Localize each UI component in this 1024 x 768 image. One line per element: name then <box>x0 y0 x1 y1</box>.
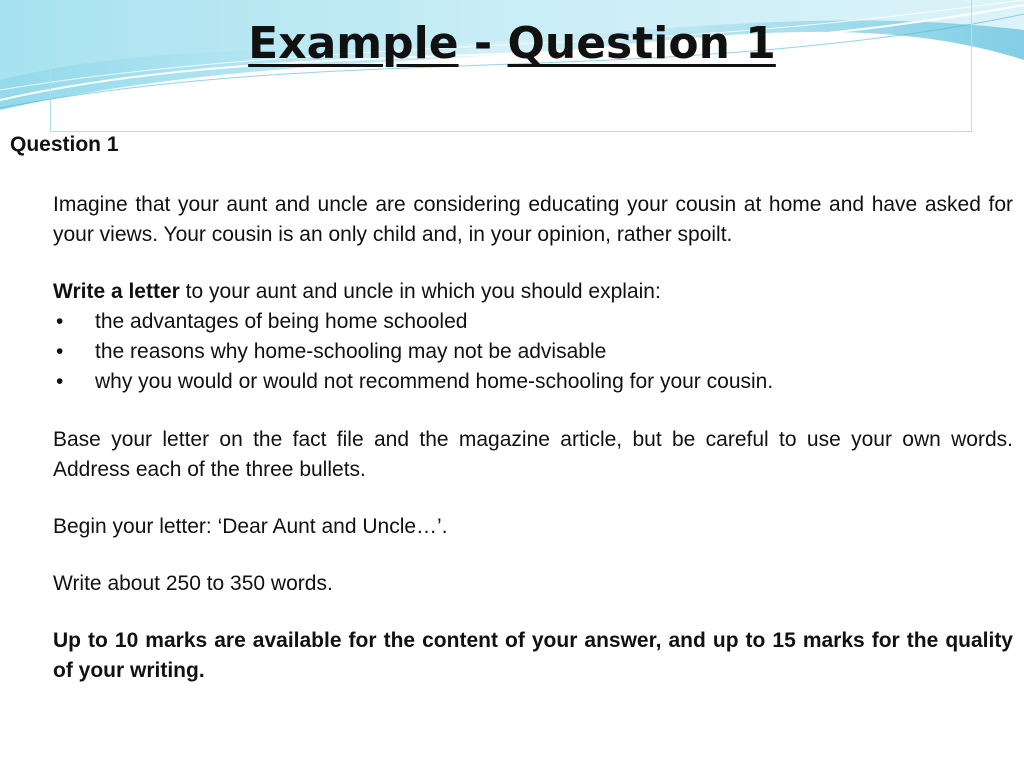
bullet-text: the reasons why home-schooling may not be advisable <box>95 340 607 363</box>
title-part-1: Example <box>248 18 459 69</box>
bullet-list <box>53 307 1013 397</box>
title-part-2: Question 1 <box>507 18 776 69</box>
question-heading: Question 1 <box>10 133 119 156</box>
bullet-dot: • <box>56 340 64 363</box>
list-item <box>53 337 1013 367</box>
task-bold: Write a letter <box>53 280 180 303</box>
length-instruction: Write about 250 to 350 words. <box>53 572 333 595</box>
base-instruction: Base your letter on the fact file and the magazine article, but be careful to use your own words. Address each of the three bullets. <box>53 428 1013 481</box>
bullet-dot: • <box>56 370 64 393</box>
slide-title <box>0 14 1024 74</box>
task-instruction <box>53 277 1013 307</box>
marks-note: Up to 10 marks are available for the content of your answer, and up to 15 marks for the quality of your writing. <box>53 629 1013 682</box>
title-separator: - <box>458 18 508 69</box>
bullet-text: the advantages of being home schooled <box>95 310 468 333</box>
question-intro: Imagine that your aunt and uncle are considering educating your cousin at home and have asked for your views. Your cousin is an only child and, in your opinion, rather spoilt. <box>53 193 1013 246</box>
list-item <box>53 367 1013 397</box>
bullet-dot: • <box>56 310 64 333</box>
task-rest: to your aunt and uncle in which you should explain: <box>179 280 661 303</box>
begin-instruction: Begin your letter: ‘Dear Aunt and Uncle…’. <box>53 515 448 538</box>
list-item <box>53 307 1013 337</box>
bullet-text: why you would or would not recommend home-schooling for your cousin. <box>95 370 774 393</box>
